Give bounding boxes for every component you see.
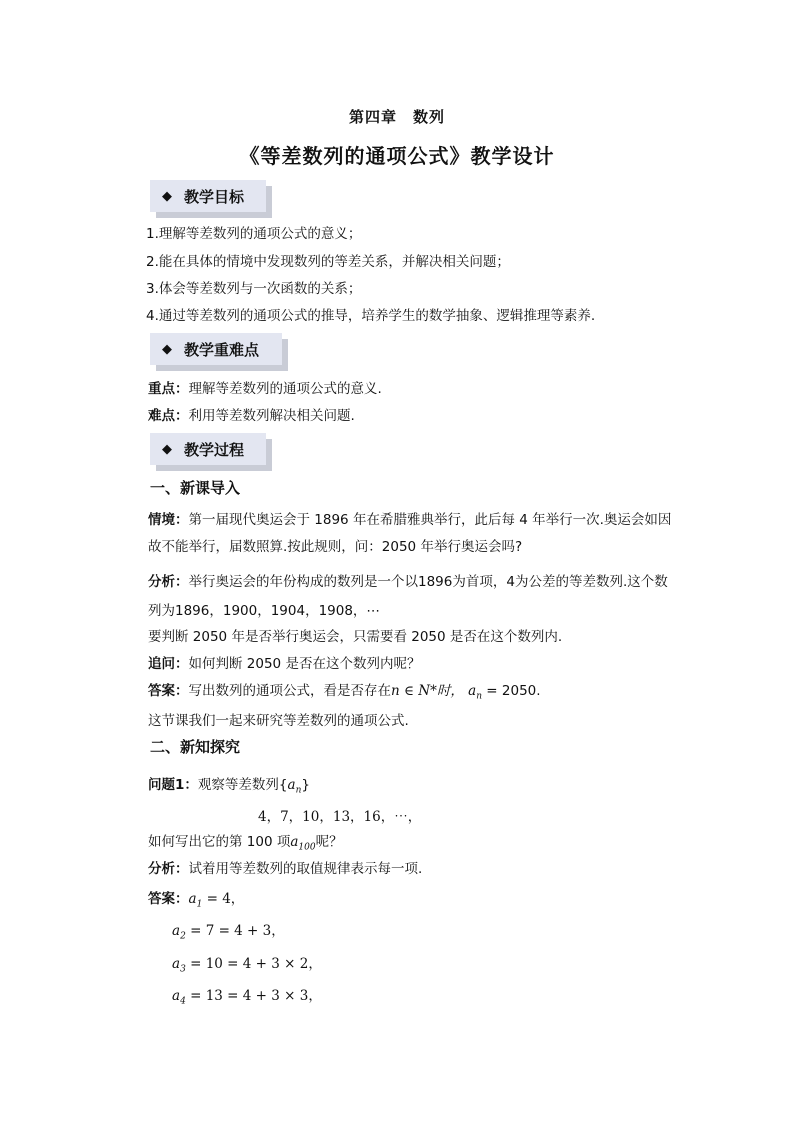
diamond-bullet-icon: ◆: [162, 441, 172, 457]
answer-line: 答案：写出数列的通项公式，看是否存在n ∈ N*时， $a_n = 2050$.: [148, 683, 541, 702]
subsection-heading-intro: 一、新课导入: [150, 479, 241, 497]
key-point: 重点：理解等差数列的通项公式的意义.: [148, 381, 382, 397]
subsection-heading-explore: 二、新知探究: [150, 738, 241, 756]
equation-line: $a_2 = 7 = 4 + 3$，: [172, 923, 285, 942]
section-label: 教学过程: [184, 440, 245, 459]
answer-line: 答案：$a_1 = 4$，: [148, 891, 245, 910]
equation-line: $a_3 = 10 = 4 + 3 \times 2$，: [172, 956, 322, 975]
goal-item: 1.理解等差数列的通项公式的意义；: [146, 226, 362, 242]
section-label: 教学重难点: [184, 340, 260, 359]
situation-line: 故不能举行，届数照算.按此规则，问：2050 年举行奥运会吗?: [148, 539, 523, 555]
analysis-line: 分析：试着用等差数列的取值规律表示每一项.: [148, 861, 423, 877]
goal-item: 2.能在具体的情境中发现数列的等差关系，并解决相关问题；: [146, 254, 510, 270]
situation-line: 情境：第一届现代奥运会于 1896 年在希腊雅典举行，此后每 4 年举行一次.奥运会如因: [148, 512, 672, 528]
judge-line: 要判断 2050 年是否举行奥运会，只需要看 2050 是否在这个数列内.: [148, 629, 563, 645]
equation-line: $a_4 = 13 = 4 + 3 \times 3$，: [172, 988, 322, 1007]
goal-item: 4.通过等差数列的通项公式的推导，培养学生的数学抽象、逻辑推理等素养.: [146, 308, 596, 324]
analysis-line: 分析：举行奥运会的年份构成的数列是一个以1896为首项，4为公差的等差数列.这个数: [148, 574, 668, 590]
followup-question: 追问：如何判断 2050 是否在这个数列内呢？: [148, 656, 421, 672]
page-title: 《等差数列的通项公式》教学设计: [239, 144, 555, 168]
difficult-point: 难点：利用等差数列解决相关问题.: [148, 408, 355, 424]
wrap-line: 这节课我们一起来研究等差数列的通项公式.: [148, 713, 409, 729]
goal-item: 3.体会等差数列与一次函数的关系；: [146, 281, 362, 297]
question-line: 如何写出它的第 100 项$a_{100}$呢？: [148, 834, 343, 853]
sequence-line: 4，7，10，13，16，⋯，: [258, 809, 422, 825]
chapter-heading: 第四章 数列: [348, 108, 445, 126]
section-label: 教学目标: [184, 187, 245, 206]
diamond-bullet-icon: ◆: [162, 188, 172, 204]
analysis-line: 列为1896，1900，1904，1908，⋯: [148, 603, 380, 619]
question-1: 问题1：观察等差数列$\{a_n\}$: [148, 777, 310, 796]
diamond-bullet-icon: ◆: [162, 341, 172, 357]
